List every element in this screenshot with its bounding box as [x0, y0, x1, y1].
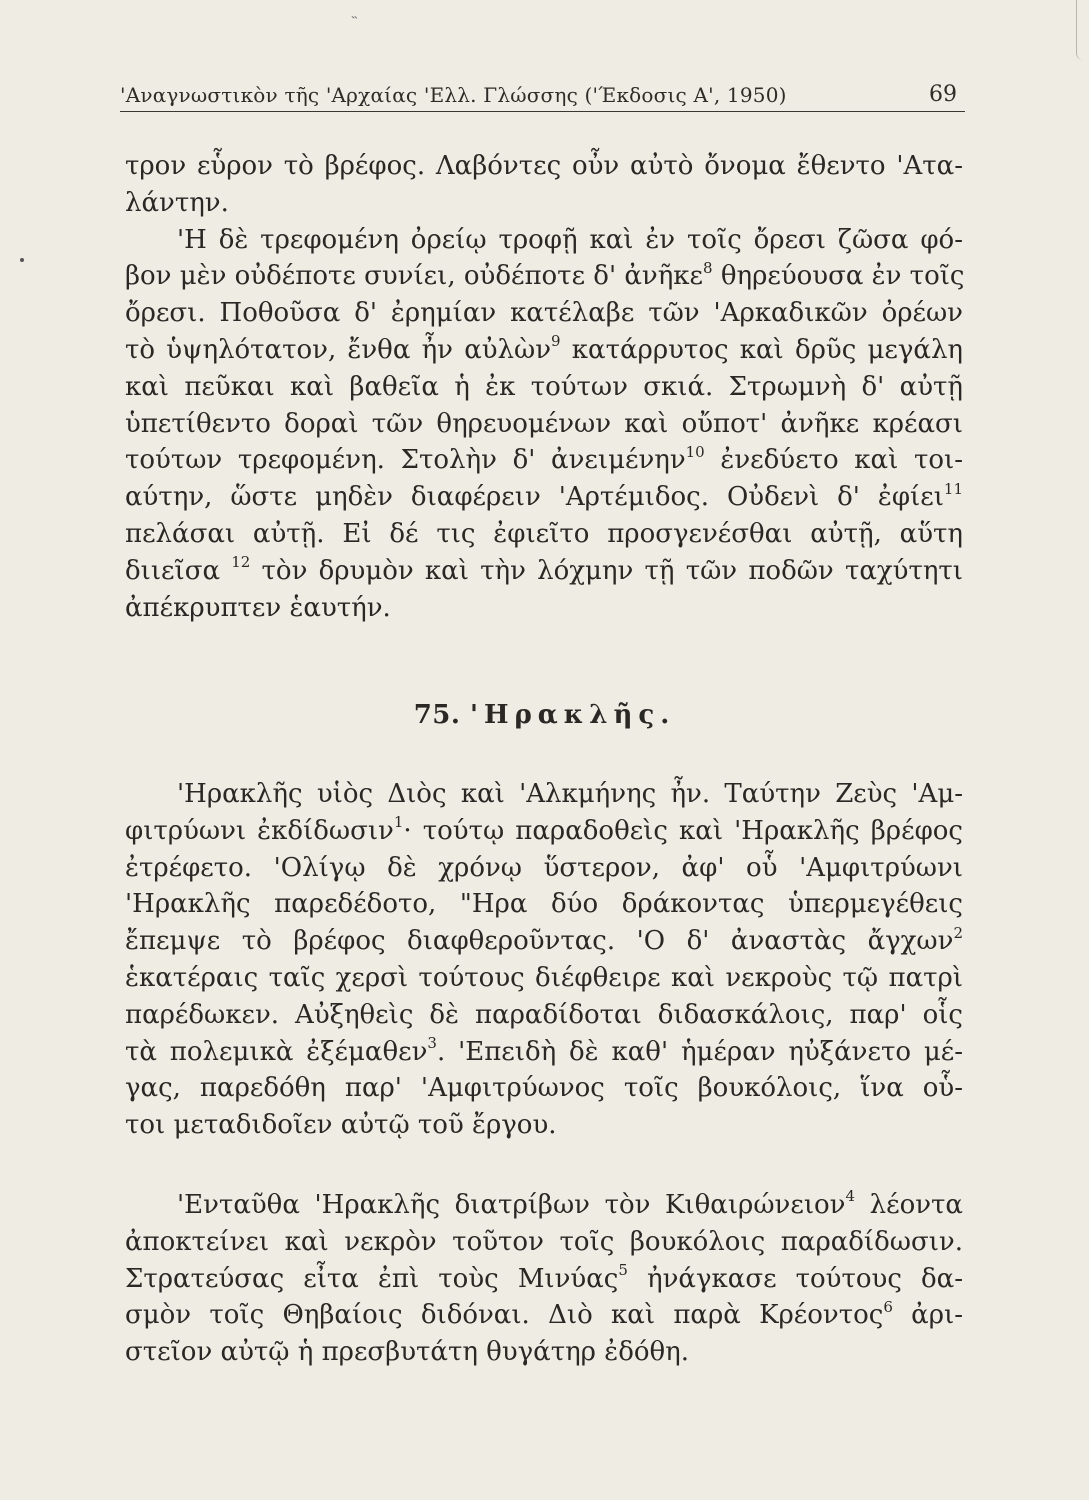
footnote-marker: 2	[953, 923, 963, 942]
footnote-marker: 11	[943, 479, 963, 498]
text-line	[125, 1187, 963, 1224]
text-run: ἀποκτείνει καὶ νεκρὸν τοῦτον τοῖς βουκόλοις παραδίδωσιν.	[125, 1226, 963, 1257]
text-run: σμὸν τοῖς Θηβαίοις διδόναι. Διὸ καὶ παρὰ Κρέοντος	[125, 1300, 884, 1331]
section-title: 'Ηρακλῆς.	[469, 700, 676, 730]
text-run: ὄρεσι. Ποθοῦσα δ' ἐρημίαν κατέλαβε τῶν 'Αρκαδικῶν ὀρέων	[125, 298, 963, 329]
text-line	[125, 1334, 963, 1371]
text-run: ἑκατέραις ταῖς χερσὶ τούτους διέφθειρε καὶ νεκροὺς τῷ πατρὶ	[125, 962, 963, 993]
footnote-marker: 4	[845, 1187, 856, 1206]
text-run: τὸ ὑψηλότατον, ἔνθα ἦν αὐλὼν	[125, 334, 552, 365]
text-line	[125, 406, 963, 443]
page-edge	[1076, 0, 1083, 60]
text-line	[125, 479, 963, 516]
text-run: ἀρι-	[892, 1300, 963, 1331]
section-heading	[0, 700, 1089, 730]
text-run: Στρατεύσας εἶτα ἐπὶ τοὺς Μινύας	[125, 1263, 619, 1294]
text-run: τούτων τρεφομένη. Στολὴν δ' ἀνειμένην	[125, 445, 686, 476]
footnote-marker: 10	[685, 442, 705, 461]
footnote-marker: 6	[883, 1297, 893, 1316]
text-line	[125, 553, 963, 590]
text-line	[125, 1107, 963, 1144]
header-rule	[120, 111, 965, 112]
text-run: ἠνάγκασε τούτους δα-	[627, 1263, 963, 1294]
section-number: 75.	[413, 700, 461, 730]
text-run: θηρεύουσα ἐν τοῖς	[712, 261, 965, 292]
text-line	[125, 369, 963, 406]
text-run: διιεῖσα	[125, 555, 232, 586]
text-run: καὶ πεῦκαι καὶ βαθεῖα ἡ ἐκ τούτων σκιά. Στρωμνὴ δ' αὐτῇ	[125, 371, 963, 402]
text-line	[125, 1224, 963, 1261]
text-run: πελάσαι αὐτῇ. Εἰ δέ τις ἐφιεῖτο προσγενέσθαι αὐτῇ, αὕτη	[125, 518, 963, 549]
text-run: 'Ενταῦθα 'Ηρακλῆς διατρίβων τὸν Κιθαιρώνειον	[177, 1190, 846, 1220]
text-run: ἀπέκρυπτεν ἑαυτήν.	[125, 592, 391, 623]
text-run: λάντην.	[125, 187, 229, 218]
text-run: τὰ πολεμικὰ ἐξέμαθεν	[125, 1036, 428, 1067]
ink-spot	[20, 258, 24, 262]
text-line	[125, 442, 963, 479]
stray-mark: ˵	[352, 8, 357, 24]
text-line	[125, 516, 963, 553]
text-line	[125, 850, 963, 887]
footnote-marker: 3	[427, 1033, 437, 1052]
text-run: παρέδωκεν. Αὐξηθεὶς δὲ παραδίδοται διδασκάλοις, παρ' οἷς	[125, 999, 963, 1030]
text-line	[125, 813, 963, 850]
text-run: · τούτῳ παραδοθεὶς καὶ 'Ηρακλῆς βρέφος	[403, 815, 963, 846]
text-run: ἐνεδύετο καὶ τοι-	[704, 445, 963, 476]
text-line	[125, 148, 963, 185]
paragraph-heracles-birth	[125, 776, 963, 1144]
text-run: αύτην, ὥστε μηδὲν διαφέρειν 'Αρτέμιδος. Οὐδενὶ δ' ἐφίει	[125, 482, 944, 513]
text-run: ἔπεμψε τὸ βρέφος διαφθεροῦντας. 'Ο δ' ἀναστὰς ἄγχων	[125, 926, 954, 957]
footnote-marker: 5	[618, 1260, 628, 1279]
footnote-marker: 1	[393, 813, 404, 832]
text-run: λέοντα	[855, 1190, 963, 1220]
text-line	[125, 923, 963, 960]
text-line	[125, 185, 963, 222]
text-run: βον μὲν οὐδέποτε συνίει, οὐδέποτε δ' ἀνῆκε	[125, 261, 704, 292]
footnote-marker: 12	[231, 553, 251, 572]
text-run: τρον εὗρον τὸ βρέφος. Λαβόντες οὖν αὐτὸ ὄνομα ἔθεντο 'Ατα-	[125, 151, 963, 181]
text-run: γας, παρεδόθη παρ' 'Αμφιτρύωνος τοῖς βουκόλοις, ἵνα οὗ-	[125, 1073, 963, 1104]
text-line	[125, 1261, 963, 1298]
text-line	[125, 222, 963, 259]
paragraph-heracles-lion	[125, 1187, 963, 1371]
text-run: κατάρρυτος καὶ δρῦς μεγάλη	[560, 334, 963, 365]
text-line	[125, 960, 963, 997]
text-run: τοι μεταδιδοῖεν αὐτῷ τοῦ ἔργου.	[125, 1110, 557, 1141]
text-line	[125, 295, 963, 332]
text-line	[125, 776, 963, 813]
running-title: 'Αναγνωστικὸν τῆς 'Αρχαίας 'Ελλ. Γλώσσης ('Έκδοσις Α', 1950)	[120, 83, 787, 107]
paragraph-atalanta	[125, 148, 963, 626]
text-line	[125, 1070, 963, 1107]
text-run: 'Ηρακλῆς παρεδέδοτο, "Ηρα δύο δράκοντας ὑπερμεγέθεις	[125, 889, 963, 920]
text-run: 'Ηρακλῆς υἱὸς Διὸς καὶ 'Αλκμήνης ἦν. Ταύτην Ζεὺς 'Αμ-	[177, 779, 963, 809]
page-number: 69	[929, 82, 957, 107]
text-line	[125, 258, 963, 295]
footnote-marker: 9	[551, 332, 561, 351]
text-run: 'Η δὲ τρεφομένη ὀρείῳ τροφῇ καὶ ἐν τοῖς ὄρεσι ζῶσα φό-	[177, 224, 963, 255]
text-run: ὑπετίθεντο δοραὶ τῶν θηρευομένων καὶ οὔποτ' ἀνῆκε κρέασι	[125, 408, 963, 439]
text-run: τὸν δρυμὸν καὶ τὴν λόχμην τῇ τῶν ποδῶν ταχύτητι	[250, 555, 963, 586]
text-line	[125, 590, 963, 627]
text-line	[125, 332, 963, 369]
text-line	[125, 1034, 963, 1071]
text-run: στεῖον αὐτῷ ἡ πρεσβυτάτη θυγάτηρ ἐδόθη.	[125, 1337, 689, 1368]
footnote-marker: 8	[703, 258, 713, 277]
text-line	[125, 1297, 963, 1334]
text-run: ἐτρέφετο. 'Ολίγῳ δὲ χρόνῳ ὕστερον, ἀφ' οὗ 'Αμφιτρύωνι	[125, 852, 963, 883]
text-line	[125, 886, 963, 923]
text-run: . 'Επειδὴ δὲ καθ' ἡμέραν ηὐξάνετο μέ-	[436, 1036, 964, 1067]
text-run: φιτρύωνι ἐκδίδωσιν	[125, 815, 394, 846]
text-line	[125, 997, 963, 1034]
